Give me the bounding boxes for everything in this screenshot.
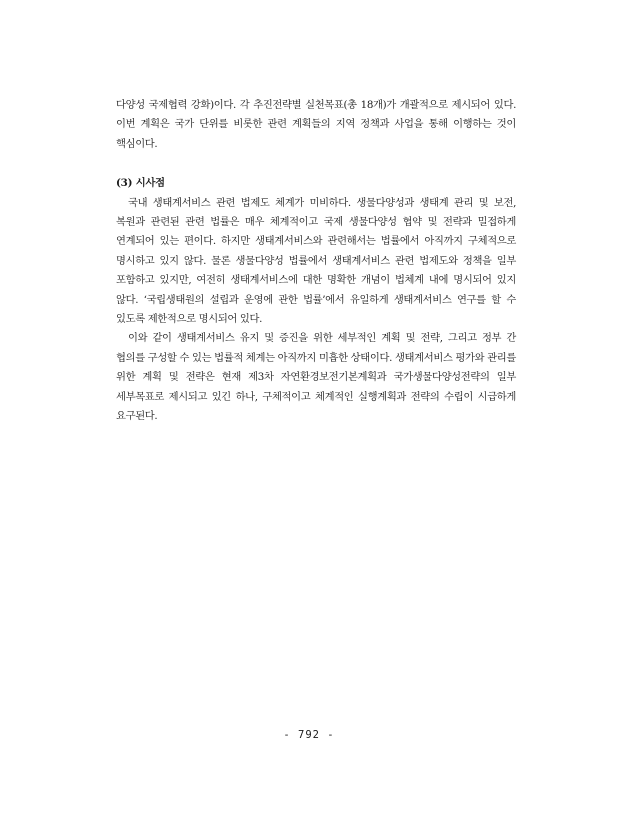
intro-paragraph: 다양성 국제협력 강화)이다. 각 추진전략별 실천목표(총 18개)가 개괄적으로 제시되어 있다. 이번 계획은 국가 단위를 비롯한 관련 계획들의 지역 정책과 사업을 통해 이행하는 것이 핵심이다. <box>116 99 516 150</box>
body-paragraph-1: 국내 생태계서비스 관련 법제도 체계가 미비하다. 생물다양성과 생태계 관리 및 보전, 복원과 관련된 관련 법률은 매우 체계적이고 국제 생물다양성 협약 및 전략과 밀접하게 연계되어 있는 편이다. 하지만 생태계서비스와 관련해서는 법률에서 아직까지 구체적으로 명시하고 있지 않다. 물론 생물다양성 법률에서 생태계서비스 관련 법제도와 정책을 일부 포함하고 있지만, 여전히 생태계서비스에 대한 명확한 개념이 법체계 내에 명시되어 있지 않다. ‘국립생태원의 설립과 운영에 관한 법률’에서 유일하게 생태계서비스 연구를 할 수 있도록 제한적으로 명시되어 있다. <box>116 196 516 326</box>
paragraph-gap <box>116 154 516 174</box>
section-heading: (3) 시사점 <box>116 177 165 190</box>
body-text <box>116 96 516 427</box>
page-number: - 792 - <box>283 729 335 741</box>
body-paragraph-2: 이와 같이 생태계서비스 유지 및 증진을 위한 세부적인 계획 및 전략, 그리고 정부 간 협의를 구성할 수 있는 법률적 체계는 아직까지 미흡한 상태이다. 생태계서비스 평가와 관리를 위한 계획 및 전략은 현재 제3차 자연환경보전기본계획과 국가생물다양성전략의 일부 세부목표로 제시되고 있긴 하나, 구체적이고 체계적인 실행계획과 전략의 수립이 시급하게 요구된다. <box>116 332 516 423</box>
